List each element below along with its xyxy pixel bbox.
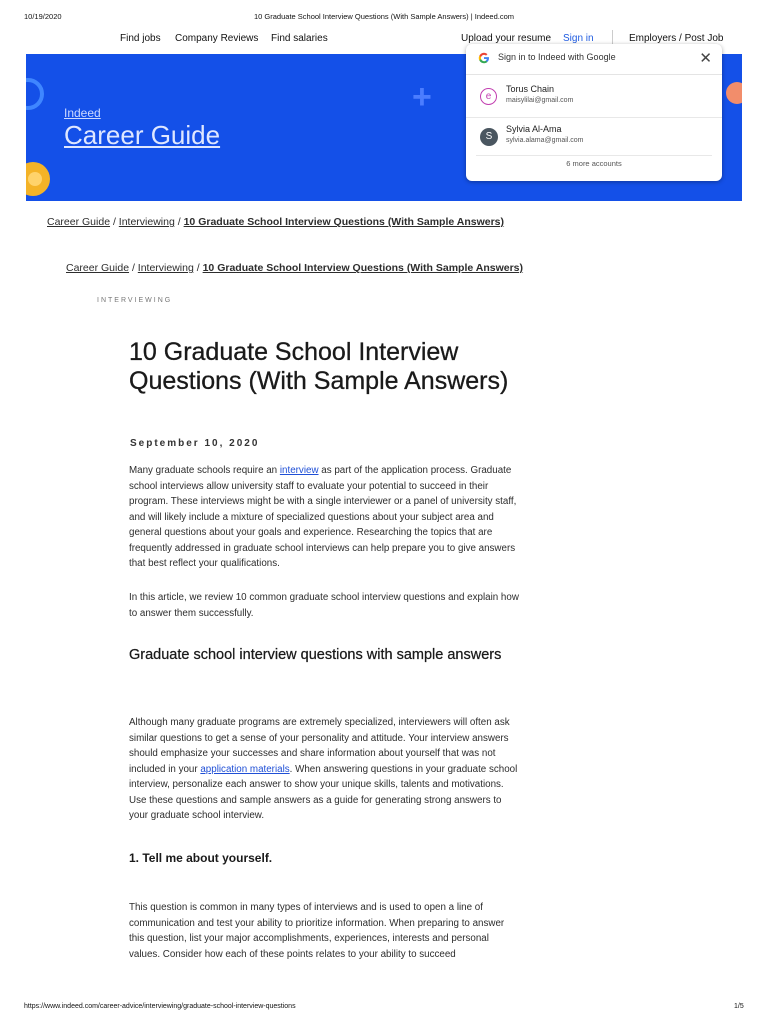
application-materials-link[interactable]: application materials: [200, 763, 290, 775]
popup-header-text: Sign in to Indeed with Google: [498, 52, 616, 62]
breadcrumb-interviewing[interactable]: Interviewing: [137, 262, 194, 274]
nav-upload-resume[interactable]: Upload your resume: [461, 33, 552, 44]
intro-text-after: as part of the application process. Graduate school interviews allow university staff to evaluate your potential to succeed in their program. These interviews might be with a single interviewer or a panel of university staff, and will likely include a mixture of specialized questions about your subject area and general questions about your goals and experience. Researching the topics that are frequently addressed in graduate school interviews can help prepare you to give answers that best reflect your qualifications.: [129, 465, 517, 569]
account-email: maisylilai@gmail.com: [506, 97, 574, 104]
google-icon: [478, 52, 490, 64]
ring-decoration-icon: [26, 78, 44, 110]
print-url: https://www.indeed.com/career-advice/interviewing/graduate-school-interview-questions: [24, 1003, 296, 1010]
avatar: S: [480, 128, 498, 146]
category-label: INTERVIEWING: [97, 297, 173, 304]
nav-company-reviews[interactable]: Company Reviews: [175, 33, 259, 44]
breadcrumb-career-guide[interactable]: Career Guide: [47, 216, 111, 228]
print-title: 10 Graduate School Interview Questions (With Sample Answers) | Indeed.com: [254, 12, 514, 21]
balloon-decoration-icon: [726, 82, 742, 104]
breadcrumb-interviewing[interactable]: Interviewing: [118, 216, 175, 228]
account-item[interactable]: [466, 80, 722, 118]
nav-find-salaries[interactable]: Find salaries: [271, 33, 328, 44]
intro-paragraph: [129, 463, 519, 572]
breadcrumb-separator: /: [131, 262, 135, 274]
account-name: Sylvia Al-Ama: [506, 124, 562, 134]
google-signin-popup: [466, 44, 722, 181]
print-page-number: 1/5: [734, 1003, 744, 1010]
indeed-link[interactable]: Indeed: [64, 106, 101, 120]
banner-title[interactable]: Career Guide: [64, 120, 221, 150]
breadcrumb-current[interactable]: 10 Graduate School Interview Questions (With Sample Answers): [202, 262, 524, 274]
interview-link[interactable]: interview: [279, 465, 319, 476]
more-accounts-link[interactable]: 6 more accounts: [566, 159, 622, 168]
intro-text-before: Many graduate schools require an: [129, 465, 280, 476]
popup-header: [466, 44, 722, 75]
body-paragraph: [129, 715, 519, 824]
article-title: 10 Graduate School Interview Questions (With Sample Answers): [129, 338, 509, 395]
nav-employers[interactable]: Employers / Post Job: [629, 33, 724, 44]
account-name: Torus Chain: [506, 84, 555, 94]
account-item[interactable]: [466, 120, 722, 158]
breadcrumb: [66, 262, 523, 274]
breadcrumb-separator: /: [177, 216, 181, 228]
section-heading: Graduate school interview questions with sample answers: [129, 647, 502, 663]
nav-sign-in[interactable]: Sign in: [563, 33, 594, 44]
coin-highlight-icon: [28, 172, 42, 186]
breadcrumb-separator: /: [196, 262, 200, 274]
breadcrumb-separator: /: [112, 216, 116, 228]
avatar: e: [480, 88, 497, 105]
body-text-before: Although many graduate programs are extremely specialized, interviewers will often ask similar questions to get a sense of your personality and attitude. Your interview answers should emphasize your successes and share information about yourself that was not included in your: [129, 717, 510, 775]
breadcrumb: [47, 216, 504, 228]
close-icon[interactable]: ✕: [699, 50, 712, 67]
account-divider: [466, 117, 722, 118]
print-date: 10/19/2020: [24, 12, 62, 21]
account-email: sylvia.alama@gmail.com: [506, 137, 584, 144]
body-text-after: . When answering questions in your graduate school interview, personalize each answer to show your unique skills, talents and motivations. Use these questions and sample answers as a guide for generating strong answers to your graduate school interview.: [129, 763, 518, 821]
summary-paragraph: In this article, we review 10 common graduate school interview questions and explain how to answer them successfully.: [129, 592, 519, 619]
breadcrumb-current[interactable]: 10 Graduate School Interview Questions (With Sample Answers): [183, 216, 505, 228]
breadcrumb-career-guide[interactable]: Career Guide: [66, 262, 130, 274]
question-heading: 1. Tell me about yourself.: [129, 851, 273, 865]
more-divider: [476, 155, 712, 156]
nav-find-jobs[interactable]: Find jobs: [120, 33, 161, 44]
plus-decoration-icon: +: [412, 78, 432, 116]
article-date: September 10, 2020: [130, 438, 260, 449]
answer-paragraph: This question is common in many types of interviews and is used to open a line of communication and test your ability to prioritize information. When preparing to answer this question, list your major accomplishments, experiences, interests and personal values. Consider how each of these points relates to your ability to succeed: [129, 902, 505, 960]
